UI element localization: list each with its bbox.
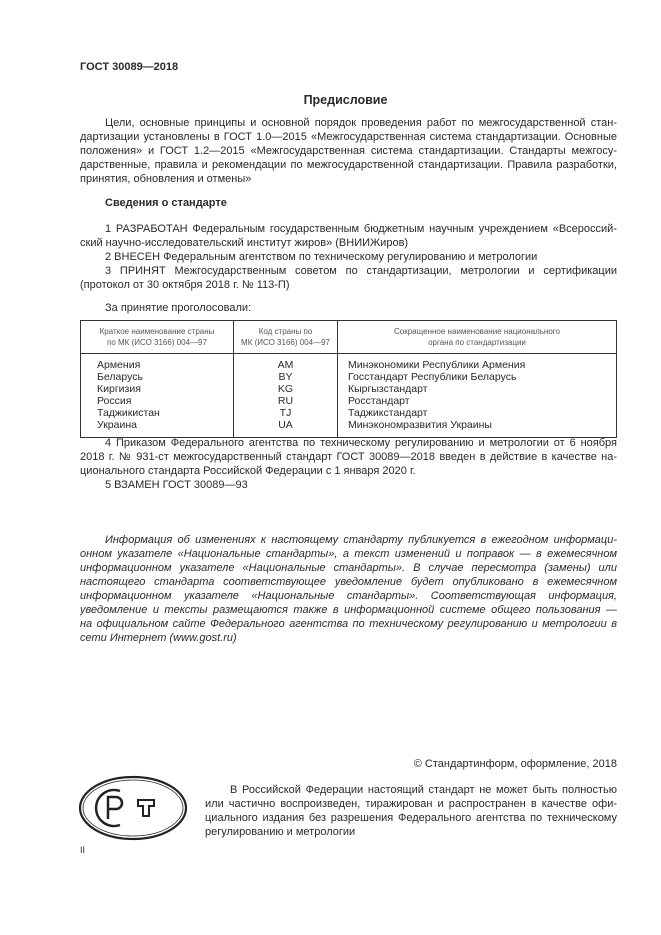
cell-standards-body: Таджикстандарт [338, 407, 617, 419]
text-line: настоящего стандарта соответствующее уведомление будет опубликовано в ежемесячном [80, 576, 617, 588]
header-text: органа по стандартизации [428, 338, 526, 347]
voting-countries-table [80, 320, 617, 438]
standard-info-items [80, 222, 617, 292]
text-line: регулированию и метрологии [205, 826, 356, 838]
page-title: Предисловие [303, 93, 388, 107]
header-standards-body [338, 321, 617, 354]
amendments-notice [80, 534, 617, 646]
text-line: циального издания без разрешения Федерального агентства по техническому [205, 812, 617, 824]
cell-country: Беларусь [81, 371, 234, 383]
text-line: 1 РАЗРАБОТАН Федеральным государственным бюджетным научным учреждением «Всероссий- [105, 223, 617, 235]
text-line: онном указателе «Национальные стандарты», а текст изменений и поправок — в ежемесячном [80, 548, 617, 560]
cell-code: AM [234, 354, 338, 372]
cell-country: Киргизия [81, 383, 234, 395]
table-row [81, 395, 617, 407]
cell-code: TJ [234, 407, 338, 419]
text-line: ский научно-исследовательский институт жиров» (ВНИИЖиров) [80, 237, 409, 249]
cell-country: Таджикистан [81, 407, 234, 419]
table-row [81, 354, 617, 372]
header-text: МК (ИСО 3166) 004—97 [241, 338, 330, 347]
text-line: принятия, обновления и отмены» [80, 173, 252, 185]
table-row [81, 407, 617, 419]
cell-standards-body: Минэкономразвития Украины [338, 419, 617, 438]
text-line: дарственные, правила и рекомендации по межгосударственной стандартизации. Правила разработки, [80, 159, 617, 171]
text-line: сети Интернет (www.gost.ru) [80, 632, 237, 644]
text-line: Цели, основные принципы и основной порядок проведения работ по межгосударственной стан- [105, 117, 617, 129]
text-line: 5 ВЗАМЕН ГОСТ 30089—93 [105, 479, 248, 491]
table-header-row [81, 321, 617, 354]
cell-country: Армения [81, 354, 234, 372]
cell-code: BY [234, 371, 338, 383]
text-line: дартизации установлены в ГОСТ 1.0—2015 «Межгосударственная система стандартизации. Основные [80, 131, 617, 143]
intro-paragraph [80, 116, 617, 186]
document-code: ГОСТ 30089—2018 [80, 61, 179, 73]
section-heading: Сведения о стандарте [105, 197, 227, 209]
text-line: положения» и ГОСТ 1.2—2015 «Межгосударственная система стандартизации. Стандарты межгосу- [80, 145, 617, 157]
header-text: Краткое наименование страны [99, 327, 215, 336]
text-line: ционального стандарта Российской Федерации с 1 января 2020 г. [80, 465, 416, 477]
cell-country: Россия [81, 395, 234, 407]
table-row [81, 383, 617, 395]
cell-standards-body: Минэкономики Республики Армения [338, 354, 617, 372]
table-row [81, 419, 617, 438]
table-row [81, 371, 617, 383]
header-text: Сокращенное наименование национального [394, 327, 560, 336]
text-line: 4 Приказом Федерального агентства по техническому регулированию и метрологии от 6 ноября [105, 437, 617, 449]
cell-country: Украина [81, 419, 234, 438]
cell-code: UA [234, 419, 338, 438]
copyright: © Стандартинформ, оформление, 2018 [413, 758, 617, 770]
text-line: В Российской Федерации настоящий стандарт не может быть полностью [230, 784, 617, 796]
voted-label: За принятие проголосовали: [105, 302, 252, 314]
cell-code: RU [234, 395, 338, 407]
text-line: информационном указателе «Национальные стандарты». В случае пересмотра (замены) или [80, 562, 617, 574]
header-country-code [234, 321, 338, 354]
text-line: уведомление и тексты размещаются также в информационной системе общего пользования — [80, 604, 617, 616]
text-line: 2018 г. № 931-ст межгосударственный стандарт ГОСТ 30089—2018 введен в действие в качестве на- [80, 451, 617, 463]
header-text: Код страны по [258, 327, 313, 336]
text-line: информационном указателе «Национальные стандарты». Соответствующая информация, [80, 590, 617, 602]
text-line: (протокол от 30 октября 2018 г. № 113-П) [80, 279, 290, 291]
header-country-name [81, 321, 234, 354]
text-line: или частично воспроизведен, тиражирован и распространен в качестве офи- [205, 798, 617, 810]
page-number: II [80, 845, 86, 855]
text-line: 2 ВНЕСЕН Федеральным агентством по техническому регулированию и метрологии [105, 251, 538, 263]
text-line: Информация об изменениях к настоящему стандарту публикуется в ежегодном информаци- [105, 534, 617, 546]
copyright-restriction-notice [205, 783, 617, 839]
header-text: по МК (ИСО 3166) 004—97 [107, 338, 207, 347]
text-line: на официальном сайте Федерального агентства по техническому регулированию и метрологии в [80, 618, 617, 630]
cell-standards-body: Росстандарт [338, 395, 617, 407]
cell-standards-body: Госстандарт Республики Беларусь [338, 371, 617, 383]
text-line: 3 ПРИНЯТ Межгосударственным советом по стандартизации, метрологии и сертификации [105, 265, 617, 277]
rst-logo-icon [78, 775, 188, 841]
cell-code: KG [234, 383, 338, 395]
cell-standards-body: Кыргызстандарт [338, 383, 617, 395]
enactment-items [80, 436, 617, 492]
